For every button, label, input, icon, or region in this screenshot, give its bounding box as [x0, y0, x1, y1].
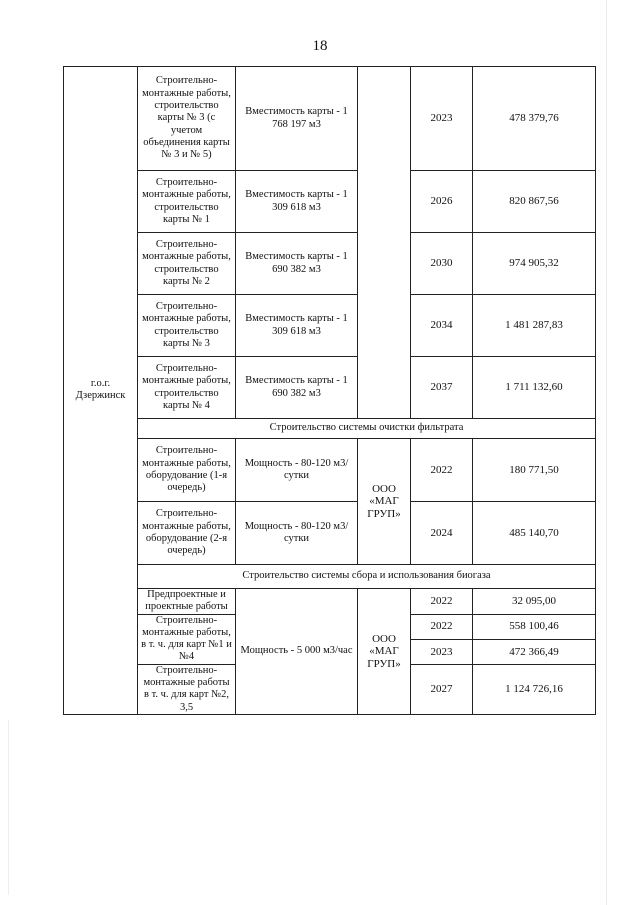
- year-cell: 2030: [411, 233, 473, 295]
- section-title: Строительство системы сбора и использования биогаза: [138, 565, 596, 589]
- capacity-cell: Вместимость карты - 1 690 382 м3: [236, 233, 358, 295]
- org-cell: ООО «МАГ ГРУП»: [358, 439, 411, 565]
- work-cell: Строительно-монтажные работы, оборудование (2-я очередь): [138, 502, 236, 565]
- amount-cell: 32 095,00: [473, 589, 596, 615]
- work-cell: Строительно-монтажные работы в т. ч. для карт №2, 3,5: [138, 664, 236, 714]
- table-row: [64, 171, 596, 233]
- year-cell: 2023: [411, 639, 473, 664]
- capacity-cell: Мощность - 5 000 м3/час: [236, 589, 358, 715]
- year-cell: 2022: [411, 589, 473, 615]
- work-cell: Строительно-монтажные работы, оборудование (1-я очередь): [138, 439, 236, 502]
- year-cell: 2034: [411, 295, 473, 357]
- region-cell: г.о.г. Дзержинск: [64, 67, 138, 715]
- table-row: [64, 439, 596, 502]
- table-row: [64, 233, 596, 295]
- section-header-row: [64, 565, 596, 589]
- work-cell: Строительно-монтажные работы, строительство карты № 1: [138, 171, 236, 233]
- amount-cell: 1 124 726,16: [473, 664, 596, 714]
- year-cell: 2022: [411, 614, 473, 639]
- capacity-cell: Вместимость карты - 1 309 618 м3: [236, 295, 358, 357]
- year-cell: 2026: [411, 171, 473, 233]
- table-row: [64, 357, 596, 419]
- table-row: [64, 295, 596, 357]
- amount-cell: 1 481 287,83: [473, 295, 596, 357]
- section-header-row: [64, 419, 596, 439]
- scan-line-right: [606, 0, 607, 905]
- work-cell: Строительно-монтажные работы, строительство карты № 2: [138, 233, 236, 295]
- table-row: [64, 502, 596, 565]
- year-cell: 2027: [411, 664, 473, 714]
- org-cell: ООО «МАГ ГРУП»: [358, 589, 411, 715]
- capacity-cell: Мощность - 80-120 м3/сутки: [236, 502, 358, 565]
- capacity-cell: Мощность - 80-120 м3/сутки: [236, 439, 358, 502]
- amount-cell: 180 771,50: [473, 439, 596, 502]
- org-cell-empty: [358, 67, 411, 419]
- capacity-cell: Вместимость карты - 1 690 382 м3: [236, 357, 358, 419]
- scan-line-left: [8, 720, 9, 895]
- work-cell: Строительно-монтажные работы, в т. ч. для карт №1 и №4: [138, 614, 236, 664]
- year-cell: 2023: [411, 67, 473, 171]
- amount-cell: 485 140,70: [473, 502, 596, 565]
- capacity-cell: Вместимость карты - 1 309 618 м3: [236, 171, 358, 233]
- work-cell: Строительно-монтажные работы, строительство карты № 3: [138, 295, 236, 357]
- capacity-cell: Вместимость карты - 1 768 197 м3: [236, 67, 358, 171]
- year-cell: 2024: [411, 502, 473, 565]
- table-row: [64, 67, 596, 171]
- section-title: Строительство системы очистки фильтрата: [138, 419, 596, 439]
- work-cell: Строительно-монтажные работы, строительство карты № 3 (с учетом объединения карты № 3 и № 5): [138, 67, 236, 171]
- year-cell: 2022: [411, 439, 473, 502]
- amount-cell: 472 366,49: [473, 639, 596, 664]
- amount-cell: 558 100,46: [473, 614, 596, 639]
- amount-cell: 1 711 132,60: [473, 357, 596, 419]
- table-row: [64, 589, 596, 615]
- investment-table: [63, 66, 596, 715]
- amount-cell: 820 867,56: [473, 171, 596, 233]
- amount-cell: 478 379,76: [473, 67, 596, 171]
- work-cell: Предпроектные и проектные работы: [138, 589, 236, 615]
- page-number: 18: [312, 38, 328, 54]
- year-cell: 2037: [411, 357, 473, 419]
- work-cell: Строительно-монтажные работы, строительство карты № 4: [138, 357, 236, 419]
- amount-cell: 974 905,32: [473, 233, 596, 295]
